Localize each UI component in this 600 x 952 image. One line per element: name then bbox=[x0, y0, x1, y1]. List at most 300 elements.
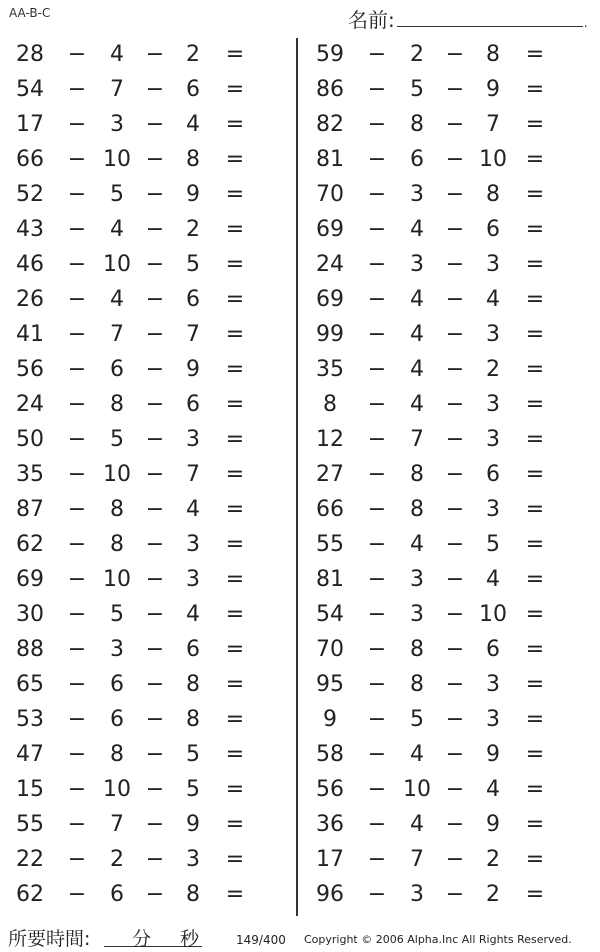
operand-3: 5 bbox=[486, 532, 500, 557]
problem-row bbox=[0, 598, 300, 633]
equals-sign: = bbox=[525, 882, 545, 907]
problem-row bbox=[300, 213, 600, 248]
minus-sign: − bbox=[145, 182, 165, 207]
equals-sign: = bbox=[525, 322, 545, 347]
minus-sign: − bbox=[367, 357, 387, 382]
operand-2: 4 bbox=[110, 287, 124, 312]
minus-sign: − bbox=[367, 707, 387, 732]
operand-3: 5 bbox=[186, 742, 200, 767]
minus-sign: − bbox=[367, 672, 387, 697]
equals-sign: = bbox=[225, 602, 245, 627]
problem-row bbox=[300, 178, 600, 213]
minus-sign: − bbox=[67, 567, 87, 592]
problem-row bbox=[0, 563, 300, 598]
operand-1: 81 bbox=[316, 567, 344, 592]
operand-1: 24 bbox=[316, 252, 344, 277]
operand-3: 3 bbox=[486, 497, 500, 522]
minus-sign: − bbox=[445, 217, 465, 242]
problem-row bbox=[0, 353, 300, 388]
page-number: 149/400 bbox=[236, 933, 286, 947]
operand-3: 8 bbox=[186, 882, 200, 907]
problem-row bbox=[0, 738, 300, 773]
minus-sign: − bbox=[145, 707, 165, 732]
problem-row bbox=[300, 598, 600, 633]
problem-row bbox=[0, 73, 300, 108]
minus-sign: − bbox=[367, 602, 387, 627]
operand-1: 9 bbox=[323, 707, 337, 732]
equals-sign: = bbox=[525, 532, 545, 557]
minus-sign: − bbox=[367, 742, 387, 767]
problem-row bbox=[300, 248, 600, 283]
operand-1: 66 bbox=[16, 147, 44, 172]
operand-2: 10 bbox=[103, 147, 131, 172]
minus-sign: − bbox=[367, 567, 387, 592]
minus-sign: − bbox=[145, 742, 165, 767]
operand-1: 54 bbox=[16, 77, 44, 102]
equals-sign: = bbox=[525, 42, 545, 67]
operand-3: 3 bbox=[486, 392, 500, 417]
problem-row bbox=[0, 213, 300, 248]
problem-row bbox=[300, 143, 600, 178]
operand-3: 6 bbox=[186, 392, 200, 417]
operand-1: 27 bbox=[316, 462, 344, 487]
equals-sign: = bbox=[225, 77, 245, 102]
operand-2: 8 bbox=[110, 742, 124, 767]
minus-sign: − bbox=[67, 182, 87, 207]
problem-row bbox=[300, 283, 600, 318]
equals-sign: = bbox=[525, 182, 545, 207]
operand-2: 10 bbox=[103, 777, 131, 802]
minus-sign: − bbox=[367, 882, 387, 907]
operand-3: 2 bbox=[186, 42, 200, 67]
operand-3: 2 bbox=[186, 217, 200, 242]
equals-sign: = bbox=[525, 427, 545, 452]
problem-row bbox=[0, 808, 300, 843]
problem-row bbox=[0, 493, 300, 528]
minus-sign: − bbox=[145, 812, 165, 837]
operand-1: 59 bbox=[316, 42, 344, 67]
minus-sign: − bbox=[67, 77, 87, 102]
minus-sign: − bbox=[367, 392, 387, 417]
operand-2: 3 bbox=[110, 637, 124, 662]
minus-sign: − bbox=[445, 42, 465, 67]
operand-3: 6 bbox=[486, 462, 500, 487]
operand-1: 36 bbox=[316, 812, 344, 837]
operand-1: 95 bbox=[316, 672, 344, 697]
minus-sign: − bbox=[445, 252, 465, 277]
problem-row bbox=[0, 633, 300, 668]
operand-1: 50 bbox=[16, 427, 44, 452]
problem-row bbox=[300, 353, 600, 388]
minus-sign: − bbox=[145, 567, 165, 592]
minus-sign: − bbox=[445, 567, 465, 592]
minus-sign: − bbox=[445, 497, 465, 522]
minus-sign: − bbox=[67, 287, 87, 312]
operand-3: 9 bbox=[186, 182, 200, 207]
operand-2: 4 bbox=[410, 812, 424, 837]
operand-2: 10 bbox=[103, 252, 131, 277]
problem-row bbox=[0, 878, 300, 913]
equals-sign: = bbox=[225, 777, 245, 802]
problem-row bbox=[300, 773, 600, 808]
minus-sign: − bbox=[145, 42, 165, 67]
operand-3: 3 bbox=[486, 672, 500, 697]
problem-row bbox=[300, 633, 600, 668]
operand-1: 46 bbox=[16, 252, 44, 277]
operand-2: 4 bbox=[410, 287, 424, 312]
problem-row bbox=[0, 528, 300, 563]
operand-3: 3 bbox=[486, 322, 500, 347]
operand-3: 8 bbox=[186, 672, 200, 697]
name-line-dot: . bbox=[583, 16, 588, 30]
operand-2: 7 bbox=[110, 322, 124, 347]
operand-3: 2 bbox=[486, 882, 500, 907]
problem-row bbox=[0, 843, 300, 878]
minus-sign: − bbox=[67, 112, 87, 137]
operand-2: 4 bbox=[410, 532, 424, 557]
operand-3: 4 bbox=[186, 497, 200, 522]
operand-2: 2 bbox=[110, 847, 124, 872]
operand-2: 5 bbox=[410, 77, 424, 102]
equals-sign: = bbox=[225, 217, 245, 242]
equals-sign: = bbox=[225, 42, 245, 67]
operand-1: 70 bbox=[316, 637, 344, 662]
operand-2: 7 bbox=[410, 427, 424, 452]
problem-row bbox=[300, 808, 600, 843]
operand-1: 87 bbox=[16, 497, 44, 522]
equals-sign: = bbox=[525, 252, 545, 277]
operand-1: 82 bbox=[316, 112, 344, 137]
footer bbox=[0, 920, 600, 952]
operand-2: 8 bbox=[110, 392, 124, 417]
operand-3: 10 bbox=[479, 602, 507, 627]
operand-1: 8 bbox=[323, 392, 337, 417]
minus-sign: − bbox=[67, 357, 87, 382]
equals-sign: = bbox=[225, 672, 245, 697]
minus-sign: − bbox=[445, 77, 465, 102]
operand-3: 8 bbox=[186, 147, 200, 172]
equals-sign: = bbox=[525, 392, 545, 417]
operand-2: 3 bbox=[410, 182, 424, 207]
operand-1: 70 bbox=[316, 182, 344, 207]
minus-sign: − bbox=[445, 427, 465, 452]
equals-sign: = bbox=[225, 882, 245, 907]
operand-3: 3 bbox=[186, 847, 200, 872]
equals-sign: = bbox=[525, 812, 545, 837]
minus-sign: − bbox=[445, 357, 465, 382]
equals-sign: = bbox=[225, 532, 245, 557]
operand-1: 69 bbox=[316, 217, 344, 242]
minus-sign: − bbox=[367, 112, 387, 137]
operand-3: 6 bbox=[186, 637, 200, 662]
minus-sign: − bbox=[445, 812, 465, 837]
minus-sign: − bbox=[145, 77, 165, 102]
equals-sign: = bbox=[525, 217, 545, 242]
equals-sign: = bbox=[225, 637, 245, 662]
minus-sign: − bbox=[67, 532, 87, 557]
operand-3: 5 bbox=[186, 252, 200, 277]
minus-sign: − bbox=[67, 392, 87, 417]
operand-2: 8 bbox=[410, 497, 424, 522]
equals-sign: = bbox=[525, 462, 545, 487]
minus-sign: − bbox=[445, 112, 465, 137]
operand-1: 15 bbox=[16, 777, 44, 802]
operand-3: 4 bbox=[186, 112, 200, 137]
minus-sign: − bbox=[145, 427, 165, 452]
operand-2: 3 bbox=[410, 882, 424, 907]
equals-sign: = bbox=[525, 742, 545, 767]
operand-3: 5 bbox=[186, 777, 200, 802]
problem-row bbox=[0, 388, 300, 423]
problem-row bbox=[0, 248, 300, 283]
operand-3: 6 bbox=[186, 77, 200, 102]
minus-sign: − bbox=[67, 42, 87, 67]
minus-sign: − bbox=[445, 532, 465, 557]
operand-3: 2 bbox=[486, 847, 500, 872]
operand-1: 86 bbox=[316, 77, 344, 102]
operand-2: 5 bbox=[110, 182, 124, 207]
equals-sign: = bbox=[225, 147, 245, 172]
operand-3: 8 bbox=[486, 42, 500, 67]
operand-2: 10 bbox=[103, 462, 131, 487]
operand-1: 35 bbox=[316, 357, 344, 382]
operand-1: 43 bbox=[16, 217, 44, 242]
equals-sign: = bbox=[225, 392, 245, 417]
operand-2: 6 bbox=[110, 672, 124, 697]
minus-sign: − bbox=[67, 777, 87, 802]
minus-sign: − bbox=[67, 427, 87, 452]
operand-1: 56 bbox=[16, 357, 44, 382]
operand-1: 17 bbox=[16, 112, 44, 137]
minus-sign: − bbox=[67, 812, 87, 837]
equals-sign: = bbox=[225, 287, 245, 312]
operand-2: 7 bbox=[110, 77, 124, 102]
minus-sign: − bbox=[367, 252, 387, 277]
problem-row bbox=[300, 528, 600, 563]
operand-3: 3 bbox=[186, 532, 200, 557]
minus-sign: − bbox=[145, 882, 165, 907]
problem-row bbox=[0, 773, 300, 808]
equals-sign: = bbox=[525, 112, 545, 137]
operand-3: 8 bbox=[486, 182, 500, 207]
minus-sign: − bbox=[145, 777, 165, 802]
problem-row bbox=[300, 38, 600, 73]
problem-row bbox=[0, 458, 300, 493]
equals-sign: = bbox=[525, 847, 545, 872]
equals-sign: = bbox=[225, 322, 245, 347]
minus-sign: − bbox=[145, 217, 165, 242]
operand-1: 99 bbox=[316, 322, 344, 347]
minus-sign: − bbox=[67, 322, 87, 347]
operand-1: 69 bbox=[316, 287, 344, 312]
operand-1: 81 bbox=[316, 147, 344, 172]
operand-1: 88 bbox=[16, 637, 44, 662]
equals-sign: = bbox=[525, 707, 545, 732]
problem-row bbox=[0, 38, 300, 73]
operand-1: 53 bbox=[16, 707, 44, 732]
name-label: 名前: bbox=[348, 8, 395, 32]
name-blank-line[interactable] bbox=[397, 8, 583, 27]
minus-sign: − bbox=[445, 742, 465, 767]
operand-2: 4 bbox=[110, 42, 124, 67]
operand-2: 5 bbox=[110, 602, 124, 627]
problem-row bbox=[300, 108, 600, 143]
problem-row bbox=[0, 668, 300, 703]
minus-sign: − bbox=[67, 217, 87, 242]
minus-sign: − bbox=[445, 322, 465, 347]
operand-2: 6 bbox=[110, 707, 124, 732]
minus-sign: − bbox=[145, 672, 165, 697]
right-problem-column bbox=[300, 38, 600, 913]
operand-1: 41 bbox=[16, 322, 44, 347]
equals-sign: = bbox=[525, 147, 545, 172]
copyright-text: Copyright © 2006 Alpha.Inc All Rights Reserved. bbox=[304, 933, 572, 946]
equals-sign: = bbox=[225, 742, 245, 767]
minus-sign: − bbox=[145, 322, 165, 347]
minus-sign: − bbox=[67, 742, 87, 767]
minus-sign: − bbox=[145, 147, 165, 172]
equals-sign: = bbox=[225, 112, 245, 137]
minus-sign: − bbox=[145, 287, 165, 312]
minus-sign: − bbox=[445, 672, 465, 697]
minus-sign: − bbox=[67, 637, 87, 662]
operand-1: 30 bbox=[16, 602, 44, 627]
minus-sign: − bbox=[367, 182, 387, 207]
minus-sign: − bbox=[445, 777, 465, 802]
minus-sign: − bbox=[445, 147, 465, 172]
operand-2: 3 bbox=[410, 252, 424, 277]
minus-sign: − bbox=[445, 847, 465, 872]
operand-2: 8 bbox=[410, 637, 424, 662]
operand-3: 4 bbox=[486, 287, 500, 312]
problem-row bbox=[300, 458, 600, 493]
operand-2: 2 bbox=[410, 42, 424, 67]
operand-2: 8 bbox=[110, 497, 124, 522]
equals-sign: = bbox=[525, 672, 545, 697]
minus-sign: − bbox=[367, 637, 387, 662]
name-field bbox=[348, 4, 588, 33]
equals-sign: = bbox=[225, 707, 245, 732]
equals-sign: = bbox=[225, 252, 245, 277]
minus-sign: − bbox=[145, 112, 165, 137]
equals-sign: = bbox=[225, 847, 245, 872]
problem-row bbox=[0, 283, 300, 318]
operand-1: 55 bbox=[16, 812, 44, 837]
minus-sign: − bbox=[145, 602, 165, 627]
operand-2: 8 bbox=[410, 672, 424, 697]
operand-3: 9 bbox=[486, 742, 500, 767]
operand-2: 4 bbox=[410, 322, 424, 347]
operand-1: 52 bbox=[16, 182, 44, 207]
problem-row bbox=[300, 878, 600, 913]
problem-row bbox=[0, 178, 300, 213]
operand-1: 58 bbox=[316, 742, 344, 767]
operand-2: 5 bbox=[110, 427, 124, 452]
minus-sign: − bbox=[145, 252, 165, 277]
problem-row bbox=[300, 388, 600, 423]
operand-2: 4 bbox=[410, 357, 424, 382]
operand-2: 10 bbox=[103, 567, 131, 592]
operand-3: 3 bbox=[186, 427, 200, 452]
operand-3: 6 bbox=[486, 217, 500, 242]
operand-1: 62 bbox=[16, 532, 44, 557]
operand-1: 62 bbox=[16, 882, 44, 907]
minus-sign: − bbox=[367, 462, 387, 487]
minus-sign: − bbox=[445, 392, 465, 417]
operand-1: 22 bbox=[16, 847, 44, 872]
operand-1: 26 bbox=[16, 287, 44, 312]
operand-1: 17 bbox=[316, 847, 344, 872]
minus-sign: − bbox=[145, 497, 165, 522]
equals-sign: = bbox=[525, 287, 545, 312]
operand-2: 8 bbox=[110, 532, 124, 557]
equals-sign: = bbox=[525, 497, 545, 522]
minus-sign: − bbox=[67, 707, 87, 732]
minus-sign: − bbox=[67, 847, 87, 872]
minus-sign: − bbox=[67, 672, 87, 697]
operand-3: 4 bbox=[186, 602, 200, 627]
operand-1: 55 bbox=[316, 532, 344, 557]
equals-sign: = bbox=[225, 497, 245, 522]
operand-1: 54 bbox=[316, 602, 344, 627]
minus-sign: − bbox=[367, 777, 387, 802]
operand-2: 4 bbox=[410, 217, 424, 242]
minus-sign: − bbox=[367, 532, 387, 557]
minus-sign: − bbox=[67, 497, 87, 522]
minus-sign: − bbox=[445, 602, 465, 627]
operand-1: 96 bbox=[316, 882, 344, 907]
minus-sign: − bbox=[67, 882, 87, 907]
minus-sign: − bbox=[445, 182, 465, 207]
minus-sign: − bbox=[445, 637, 465, 662]
column-divider bbox=[296, 38, 298, 916]
minus-sign: − bbox=[367, 497, 387, 522]
problem-row bbox=[300, 668, 600, 703]
minus-sign: − bbox=[367, 287, 387, 312]
operand-1: 28 bbox=[16, 42, 44, 67]
operand-3: 10 bbox=[479, 147, 507, 172]
operand-1: 69 bbox=[16, 567, 44, 592]
problem-row bbox=[300, 423, 600, 458]
left-problem-column bbox=[0, 38, 300, 913]
minus-sign: − bbox=[145, 392, 165, 417]
operand-3: 3 bbox=[486, 707, 500, 732]
operand-3: 7 bbox=[486, 112, 500, 137]
operand-3: 3 bbox=[186, 567, 200, 592]
equals-sign: = bbox=[225, 462, 245, 487]
equals-sign: = bbox=[225, 427, 245, 452]
problem-row bbox=[300, 493, 600, 528]
operand-2: 3 bbox=[410, 602, 424, 627]
operand-1: 56 bbox=[316, 777, 344, 802]
operand-3: 3 bbox=[486, 427, 500, 452]
problem-row bbox=[0, 108, 300, 143]
time-label: 所要時間: bbox=[8, 928, 91, 950]
operand-1: 65 bbox=[16, 672, 44, 697]
minus-sign: − bbox=[145, 462, 165, 487]
equals-sign: = bbox=[525, 777, 545, 802]
seconds-label: 秒 bbox=[180, 928, 200, 950]
operand-2: 3 bbox=[110, 112, 124, 137]
problem-row bbox=[300, 843, 600, 878]
operand-2: 4 bbox=[410, 392, 424, 417]
minus-sign: − bbox=[367, 147, 387, 172]
minus-sign: − bbox=[367, 217, 387, 242]
equals-sign: = bbox=[525, 602, 545, 627]
minus-sign: − bbox=[67, 602, 87, 627]
operand-2: 7 bbox=[410, 847, 424, 872]
minus-sign: − bbox=[367, 847, 387, 872]
